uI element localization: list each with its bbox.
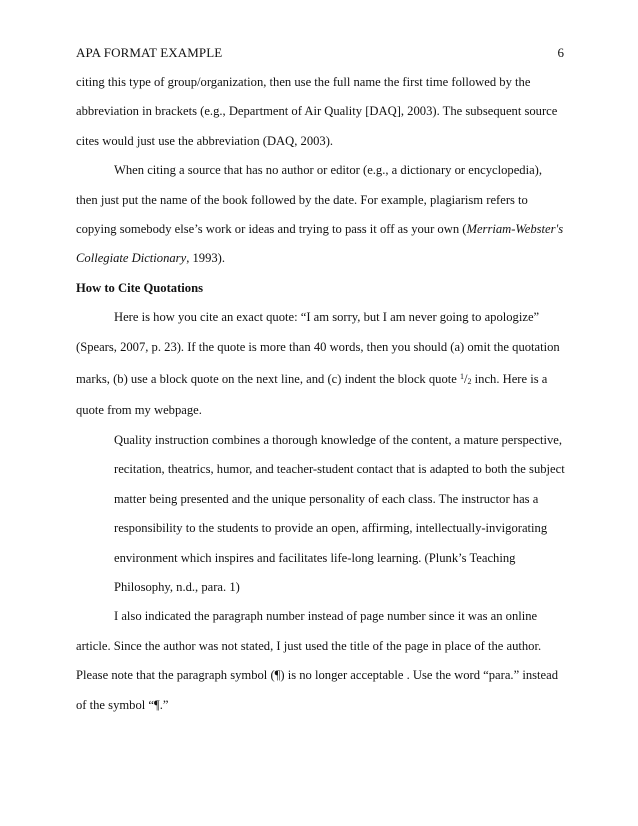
paragraph-text: , 1993). [186,251,226,266]
block-quote: Quality instruction combines a thorough knowledge of the content, a mature perspective, recitation, theatrics, humor, and teacher-student contact that is adapted to both the subject matter being presented and the unique personality of each class. The instructor has a responsibility to the students to provide an open, affirming, intellectually-invigorating environment which inspires and facilitates life-long learning. (Plunk’s Teaching Philosophy, n.d., para. 1) [114,432,565,594]
paragraph-continued: citing this type of group/organization, then use the full name the first time followed by the abbreviation in brackets (e.g., Department of Air Quality [DAQ], 2003). The subsequent source cites would just use the abbreviation (DAQ, 2003). [76,75,558,148]
section-heading: How to Cite Quotations [76,280,203,295]
fraction-numerator: 1 [460,372,464,382]
paragraph-text: inch. Here is a quote from my webpage. [76,372,548,418]
paragraph-online-article: I also indicated the paragraph number instead of page number since it was an online article. Since the author was not stated, I just used the title of the page in place of the author. Please note that the paragraph symbol (¶) is no longer acceptable . Use the word “para.” instead of the symbol “¶.” [76,609,558,712]
document-body [76,68,565,720]
page-number: 6 [557,45,564,60]
paragraph-text: Here is how you cite an exact quote: “I am sorry, but I am never going to apologize” (Spears, 2007, p. 23). If the quote is more than 40 words, then you should (a) omit the quotation marks, (b) use a block quote on the next line, and (c) indent the block quote [76,310,560,387]
fraction-slash: / [464,372,468,387]
paragraph-text: When citing a source that has no author or editor (e.g., a dictionary or encyclopedia), then just put the name of the book followed by the date. For example, plagiarism refers to copying somebody else’s work or ideas and trying to pass it off as your own ( [76,163,543,237]
paragraph-quotations [76,303,565,426]
fraction-denominator: 2 [467,377,472,387]
paragraph-no-author [76,156,565,274]
italic-title: Merriam-Webster's Collegiate Dictionary [76,222,564,266]
running-head: APA FORMAT EXAMPLE [76,45,223,60]
